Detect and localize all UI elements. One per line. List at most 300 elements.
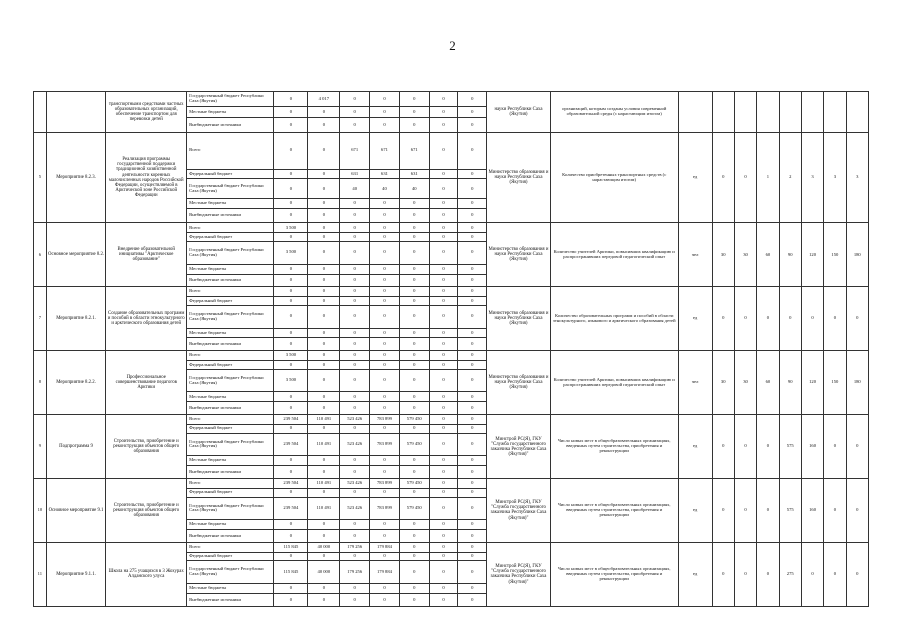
funding-value: 0 (308, 369, 340, 392)
funding-value: 110 491 (308, 479, 340, 489)
funding-value: 0 (429, 107, 458, 118)
funding-value: 0 (340, 264, 370, 274)
funding-value: 239 504 (274, 433, 308, 456)
funding-value: 0 (458, 338, 487, 351)
funding-value: 0 (308, 241, 340, 264)
measure-description: Внедрение образовательной инициативы "Арктическое образование" (106, 223, 187, 287)
funding-value: 0 (370, 361, 400, 370)
funding-value: 40 000 (308, 561, 340, 584)
funding-value: 0 (370, 209, 400, 223)
funding-value: 0 (429, 561, 458, 584)
funding-value: 0 (340, 92, 370, 107)
funding-value: 0 (458, 223, 487, 233)
funding-value: 0 (429, 466, 458, 479)
funding-value: 0 (429, 199, 458, 209)
funding-value: 0 (274, 264, 308, 274)
funding-source: Государственный бюджет Республики Саха (Якутия) (187, 305, 274, 328)
target-value: 0 (801, 542, 823, 606)
measure-label: Основное мероприятие 8.2. (46, 223, 106, 287)
funding-value: 0 (308, 199, 340, 209)
target-value: 0 (757, 287, 779, 351)
funding-value: 0 (340, 425, 370, 434)
target-value: 90 (779, 223, 801, 287)
funding-value: 0 (340, 107, 370, 118)
funding-value: 0 (340, 351, 370, 361)
funding-value: 0 (274, 179, 308, 199)
funding-value: 0 (429, 233, 458, 242)
funding-value: 523 426 (340, 479, 370, 489)
table-row (34, 479, 869, 489)
funding-value: 0 (308, 466, 340, 479)
responsible-executor: Минстрой РС(Я), ГКУ "Служба государственного заказчика Республики Саха (Якутия)" (487, 479, 551, 543)
funding-source: Внебюджетные источники (187, 274, 274, 287)
target-value: 180 (846, 223, 868, 287)
funding-source: Всего (187, 542, 274, 552)
funding-value: 783 899 (370, 497, 400, 520)
measure-description: Школа на 275 учащихся в 3 Жохурах Алданского улуса (106, 542, 187, 606)
row-number (34, 92, 47, 133)
target-value: 160 (801, 415, 823, 479)
row-number: 6 (34, 223, 47, 287)
funding-value: 0 (429, 369, 458, 392)
indicator-name: Количество образовательных программ и пособий в области этнокультурного, языкового и арктического образования детей (550, 287, 678, 351)
funding-value: 579 450 (399, 433, 429, 456)
funding-value: 0 (429, 594, 458, 607)
target-value: 0 (846, 479, 868, 543)
table-row (34, 132, 869, 169)
funding-value: 0 (274, 520, 308, 530)
target-value: 0 (712, 287, 734, 351)
funding-value: 0 (274, 274, 308, 287)
funding-value: 0 (458, 351, 487, 361)
funding-value: 0 (429, 297, 458, 306)
funding-value: 0 (399, 107, 429, 118)
funding-value: 0 (370, 233, 400, 242)
funding-value: 0 (340, 552, 370, 561)
measure-label: Мероприятие 9.1.1. (46, 542, 106, 606)
funding-value: 0 (429, 241, 458, 264)
funding-value: 0 (399, 466, 429, 479)
funding-value: 0 (308, 520, 340, 530)
funding-value: 0 (308, 179, 340, 199)
funding-value: 0 (399, 402, 429, 415)
funding-value: 0 (458, 584, 487, 594)
target-value: 120 (801, 351, 823, 415)
table-row (34, 287, 869, 297)
funding-value: 0 (340, 338, 370, 351)
funding-value: 0 (370, 351, 400, 361)
funding-value: 0 (308, 338, 340, 351)
funding-value: 0 (458, 209, 487, 223)
funding-source: Внебюджетные источники (187, 402, 274, 415)
funding-value: 239 504 (274, 497, 308, 520)
funding-value: 0 (458, 264, 487, 274)
funding-value: 40 (370, 179, 400, 199)
funding-source: Федеральный бюджет (187, 425, 274, 434)
target-value: 90 (779, 351, 801, 415)
funding-value: 0 (429, 169, 458, 179)
funding-value: 0 (458, 132, 487, 169)
target-value (757, 92, 779, 133)
funding-value: 0 (340, 328, 370, 338)
target-value: 275 (779, 542, 801, 606)
funding-value: 0 (274, 118, 308, 132)
funding-value: 0 (370, 118, 400, 132)
funding-value: 110 491 (308, 415, 340, 425)
funding-value: 0 (399, 328, 429, 338)
funding-value: 0 (429, 92, 458, 107)
target-value (801, 92, 823, 133)
table-row (34, 223, 869, 233)
funding-value: 0 (399, 561, 429, 584)
funding-source: Местные бюджеты (187, 328, 274, 338)
funding-source: Государственный бюджет Республики Саха (Якутия) (187, 179, 274, 199)
funding-value: 0 (458, 415, 487, 425)
target-value: 0 (757, 415, 779, 479)
funding-source: Внебюджетные источники (187, 594, 274, 607)
funding-value: 3 500 (274, 351, 308, 361)
funding-value: 4 017 (308, 92, 340, 107)
measure-label: Основное мероприятие 9.1 (46, 479, 106, 543)
funding-source: Местные бюджеты (187, 199, 274, 209)
funding-value: 0 (308, 402, 340, 415)
funding-value: 0 (370, 369, 400, 392)
target-value: 2 (779, 132, 801, 223)
funding-source: Внебюджетные источники (187, 466, 274, 479)
target-value: 0 (734, 542, 756, 606)
funding-value: 0 (399, 233, 429, 242)
funding-value: 0 (399, 369, 429, 392)
funding-value: 0 (308, 223, 340, 233)
funding-value: 0 (370, 328, 400, 338)
funding-value: 0 (429, 530, 458, 543)
funding-value: 40 (399, 179, 429, 199)
target-value: 3 (846, 132, 868, 223)
target-value: 180 (846, 351, 868, 415)
funding-value: 0 (308, 425, 340, 434)
row-number: 8 (34, 351, 47, 415)
funding-value: 0 (399, 456, 429, 466)
funding-value: 0 (429, 179, 458, 199)
funding-value: 0 (370, 456, 400, 466)
funding-value: 0 (399, 287, 429, 297)
funding-value: 0 (274, 584, 308, 594)
funding-source: Всего (187, 479, 274, 489)
funding-value: 0 (370, 520, 400, 530)
funding-value: 0 (429, 223, 458, 233)
funding-value: 0 (370, 584, 400, 594)
funding-value: 0 (429, 264, 458, 274)
funding-value: 0 (399, 520, 429, 530)
funding-source: Местные бюджеты (187, 107, 274, 118)
funding-value: 783 899 (370, 415, 400, 425)
funding-value: 0 (274, 209, 308, 223)
funding-value: 0 (340, 520, 370, 530)
funding-value: 671 (399, 132, 429, 169)
measure-label (46, 92, 106, 133)
indicator-name: организаций, которым созданы условия современной образовательной среды (с нарастающим итогом) (550, 92, 678, 133)
funding-value: 0 (274, 402, 308, 415)
funding-value: 0 (274, 392, 308, 402)
target-value (846, 92, 868, 133)
indicator-name: Количество приобретенных транспортных средств (с нарастающим итогом) (550, 132, 678, 223)
funding-value: 0 (399, 297, 429, 306)
funding-value: 0 (274, 338, 308, 351)
funding-value: 0 (458, 199, 487, 209)
funding-value: 0 (399, 542, 429, 552)
target-value: 0 (734, 287, 756, 351)
funding-value: 631 (370, 169, 400, 179)
funding-source: Местные бюджеты (187, 264, 274, 274)
target-value: 30 (734, 351, 756, 415)
funding-value: 0 (458, 305, 487, 328)
funding-value: 783 899 (370, 479, 400, 489)
measure-label: Мероприятие 8.2.1. (46, 287, 106, 351)
funding-value: 0 (458, 392, 487, 402)
funding-source: Внебюджетные источники (187, 118, 274, 132)
funding-value: 0 (340, 305, 370, 328)
responsible-executor: Минстрой РС(Я), ГКУ "Служба государственного заказчика Республики Саха (Якутия)" (487, 415, 551, 479)
funding-value: 0 (308, 488, 340, 497)
funding-value: 0 (274, 328, 308, 338)
measure-label: Мероприятие 8.2.2. (46, 351, 106, 415)
funding-value: 0 (308, 361, 340, 370)
funding-value: 0 (340, 369, 370, 392)
funding-value: 110 491 (308, 497, 340, 520)
funding-value: 0 (429, 209, 458, 223)
funding-value: 0 (370, 338, 400, 351)
measure-description: транспортными средствами частных образовательных организаций, обеспечение транспортом для перевозки детей (106, 92, 187, 133)
funding-value: 0 (308, 328, 340, 338)
funding-value: 0 (308, 233, 340, 242)
funding-value: 179 256 (340, 542, 370, 552)
funding-value: 110 491 (308, 433, 340, 456)
target-value: 0 (801, 287, 823, 351)
funding-value: 0 (370, 392, 400, 402)
funding-value: 0 (399, 361, 429, 370)
funding-value: 0 (458, 497, 487, 520)
funding-value: 40 (340, 179, 370, 199)
indicator-unit: ед (678, 132, 712, 223)
row-number: 7 (34, 287, 47, 351)
funding-value: 671 (370, 132, 400, 169)
row-number: 10 (34, 479, 47, 543)
funding-value: 0 (308, 594, 340, 607)
indicator-unit: ед (678, 415, 712, 479)
funding-value: 0 (274, 488, 308, 497)
funding-value: 0 (399, 92, 429, 107)
indicator-name: Число новых мест в общеобразовательных организациях, введенных путем строительства, приобретения и реконструкции (550, 415, 678, 479)
funding-source: Местные бюджеты (187, 392, 274, 402)
target-value: 1 (757, 132, 779, 223)
funding-source: Внебюджетные источники (187, 530, 274, 543)
funding-value: 0 (274, 305, 308, 328)
funding-value: 671 (340, 132, 370, 169)
target-value: 150 (824, 223, 846, 287)
funding-source: Всего (187, 223, 274, 233)
funding-value: 0 (370, 402, 400, 415)
target-value: 30 (712, 351, 734, 415)
funding-value: 0 (340, 297, 370, 306)
funding-value: 0 (370, 223, 400, 233)
funding-value: 0 (370, 199, 400, 209)
funding-source: Всего (187, 287, 274, 297)
funding-value: 0 (340, 488, 370, 497)
target-value: 3 (824, 132, 846, 223)
funding-value: 0 (429, 392, 458, 402)
funding-source: Федеральный бюджет (187, 297, 274, 306)
measure-description: Создание образовательных программ и пособий в области этнокультурного и арктического образования детей (106, 287, 187, 351)
funding-value: 0 (399, 392, 429, 402)
funding-value: 0 (340, 199, 370, 209)
funding-value: 0 (458, 107, 487, 118)
funding-value: 0 (308, 456, 340, 466)
target-value: 0 (734, 479, 756, 543)
funding-value: 0 (370, 264, 400, 274)
target-value: 575 (779, 415, 801, 479)
funding-value: 0 (429, 488, 458, 497)
target-value (824, 92, 846, 133)
funding-source: Всего (187, 132, 274, 169)
funding-value: 0 (274, 107, 308, 118)
target-value (734, 92, 756, 133)
funding-value: 0 (340, 466, 370, 479)
funding-source: Федеральный бюджет (187, 233, 274, 242)
funding-value: 0 (458, 297, 487, 306)
target-value: 0 (757, 542, 779, 606)
funding-value: 0 (399, 425, 429, 434)
funding-value: 0 (340, 274, 370, 287)
funding-value: 0 (429, 479, 458, 489)
funding-value: 0 (429, 274, 458, 287)
funding-value: 0 (429, 456, 458, 466)
table-row (34, 351, 869, 361)
funding-value: 0 (458, 361, 487, 370)
program-table (33, 91, 869, 607)
funding-value: 0 (458, 233, 487, 242)
page-number: 2 (449, 38, 456, 53)
funding-value: 0 (429, 351, 458, 361)
measure-description: Строительство, приобретение и реконструкция объектов общего образования (106, 479, 187, 543)
funding-source: Внебюджетные источники (187, 209, 274, 223)
target-value: 120 (801, 223, 823, 287)
funding-value: 0 (340, 594, 370, 607)
indicator-unit: ед (678, 287, 712, 351)
funding-source: Государственный бюджет Республики Саха (Якутия) (187, 497, 274, 520)
funding-value: 179 256 (340, 561, 370, 584)
funding-value: 0 (370, 92, 400, 107)
funding-value: 0 (458, 274, 487, 287)
funding-value: 0 (340, 118, 370, 132)
funding-value: 0 (274, 287, 308, 297)
funding-value: 0 (458, 433, 487, 456)
funding-value: 0 (458, 561, 487, 584)
responsible-executor: Министерство образования и науки Республики Саха (Якутия) (487, 132, 551, 223)
funding-value: 0 (370, 488, 400, 497)
funding-value: 0 (308, 107, 340, 118)
funding-value: 0 (399, 274, 429, 287)
funding-value: 0 (458, 530, 487, 543)
funding-value: 0 (274, 169, 308, 179)
indicator-unit: ед (678, 542, 712, 606)
funding-value: 0 (308, 287, 340, 297)
funding-value: 0 (308, 132, 340, 169)
funding-source: Всего (187, 351, 274, 361)
funding-value: 0 (370, 466, 400, 479)
funding-value: 0 (308, 552, 340, 561)
funding-value: 3 500 (274, 223, 308, 233)
target-value: 60 (757, 351, 779, 415)
indicator-unit: чел (678, 351, 712, 415)
funding-value: 523 426 (340, 433, 370, 456)
funding-value: 0 (370, 297, 400, 306)
funding-value: 3 500 (274, 369, 308, 392)
funding-value: 579 450 (399, 497, 429, 520)
table-row (34, 415, 869, 425)
target-value: 0 (734, 415, 756, 479)
funding-value: 0 (399, 305, 429, 328)
funding-value: 0 (308, 392, 340, 402)
funding-value: 0 (308, 264, 340, 274)
funding-value: 40 000 (308, 542, 340, 552)
funding-value: 0 (399, 530, 429, 543)
target-value: 0 (846, 287, 868, 351)
funding-value: 0 (274, 425, 308, 434)
funding-value: 0 (429, 132, 458, 169)
funding-value: 0 (340, 361, 370, 370)
funding-value: 0 (399, 199, 429, 209)
funding-value: 0 (370, 305, 400, 328)
indicator-name: Количество учителей Арктики, повысивших квалификацию и распространивших передовой педагогический опыт (550, 223, 678, 287)
funding-value: 0 (340, 223, 370, 233)
funding-value: 0 (458, 241, 487, 264)
funding-value: 0 (308, 584, 340, 594)
funding-value: 0 (370, 274, 400, 287)
funding-value: 0 (274, 361, 308, 370)
row-number: 11 (34, 542, 47, 606)
target-value: 575 (779, 479, 801, 543)
funding-value: 0 (399, 118, 429, 132)
target-value: 0 (712, 542, 734, 606)
funding-value: 0 (429, 402, 458, 415)
funding-value: 0 (458, 92, 487, 107)
target-value: 0 (712, 415, 734, 479)
funding-value: 0 (429, 425, 458, 434)
target-value: 0 (824, 287, 846, 351)
funding-value: 0 (274, 466, 308, 479)
funding-value: 0 (340, 233, 370, 242)
funding-value: 0 (340, 392, 370, 402)
funding-value: 0 (458, 520, 487, 530)
funding-value: 579 450 (399, 479, 429, 489)
funding-source: Государственный бюджет Республики Саха (Якутия) (187, 92, 274, 107)
funding-value: 3 500 (274, 241, 308, 264)
measure-label: Подпрограмма 9 (46, 415, 106, 479)
funding-value: 0 (274, 132, 308, 169)
funding-value: 0 (308, 118, 340, 132)
funding-value: 0 (458, 328, 487, 338)
funding-value: 0 (340, 209, 370, 223)
funding-value: 0 (340, 287, 370, 297)
funding-value: 0 (274, 92, 308, 107)
target-value: 0 (824, 479, 846, 543)
indicator-name: Число новых мест в общеобразовательных организациях, введенных путем строительства, приобретения и реконструкции (550, 479, 678, 543)
responsible-executor: Министерство образования и науки Республики Саха (Якутия) (487, 287, 551, 351)
funding-value: 0 (429, 338, 458, 351)
funding-value: 0 (399, 351, 429, 361)
funding-value: 0 (340, 402, 370, 415)
funding-value: 0 (399, 594, 429, 607)
